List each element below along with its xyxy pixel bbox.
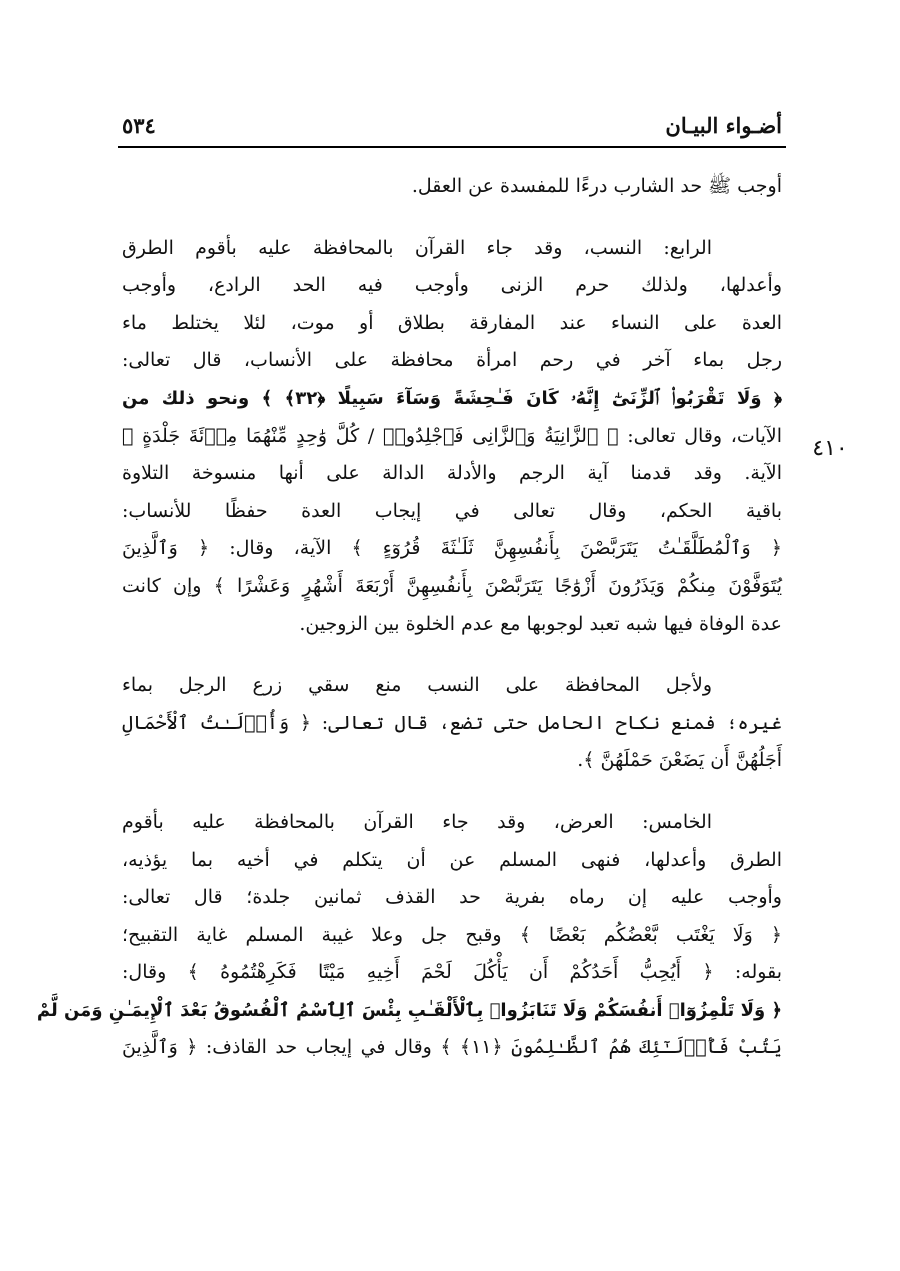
text-line: يُتَوَفَّوْنَ مِنكُمْ وَيَذَرُونَ أَزْوَٰجًا يَتَرَبَّصْنَ بِأَنفُسِهِنَّ أَرْبَعَةَ أَشْهُرٍ وَعَشْرًا ﴾ وإن كانت [122,574,782,597]
text-line: ولأجل المحافظة على النسب منع سقي زرع الرجل بماء [122,674,712,697]
text-line: أوجب ﷺ حد الشارب درءًا للمفسدة عن العقل. [411,175,782,197]
text-line: بقوله: ﴿ أَيُحِبُّ أَحَدُكُمْ أَن يَأْكُلَ لَحْمَ أَخِيهِ مَيْتًا فَكَرِهْتُمُوهُ ﴾ وقال: [122,961,782,984]
text-line: غيره؛ فمنع نكاح الحامل حتى تضع، قال تعالى: ﴿ وَأُو۟لَـٰتُ ٱلْأَحْمَالِ [122,711,782,734]
text-line: الخامس: العرض، وقد جاء القرآن بالمحافظة عليه بأقوم [122,810,712,833]
text-line: الطرق وأعدلها، فنهى المسلم عن أن يتكلم في أخيه بما يؤذيه، [122,848,782,871]
paragraph-gap [122,206,782,230]
page-header [122,104,782,146]
text-line: ﴿ وَلَا يَغْتَب بَّعْضُكُم بَعْضًا ﴾ وقبح جل وعلا غيبة المسلم غاية التقبيح؛ [122,923,782,946]
text-line: وأعدلها، ولذلك حرم الزنى وأوجب فيه الحد الرادع، وأوجب [122,274,782,297]
text-line: العدة على النساء عند المفارقة بطلاق أو موت، لئلا يختلط ماء [122,311,782,334]
text-line: ﴿ وَلَا تَقْرَبُوا۟ ٱلزِّنَىٰٓ إِنَّهُۥ كَانَ فَـٰحِشَةً وَسَآءَ سَبِيلًا ﴿٣٢﴾ ﴾ ونحو ذلك من [122,387,782,409]
text-line: عدة الوفاة فيها شبه تعبد لوجوبها مع عدم الخلوة بين الزوجين. [299,612,782,635]
text-line: الرابع: النسب، وقد جاء القرآن بالمحافظة عليه بأقوم الطرق [122,236,712,259]
text-line: أَجَلُهُنَّ أَن يَضَعْنَ حَمْلَهُنَّ ﴾. [577,749,782,772]
running-title: أضـواء البيـان [665,112,782,138]
paragraph-gap [122,643,782,667]
text-line: يَتُبْ فَأُو۟لَـٰٓئِكَ هُمُ ٱلظَّـٰلِمُونَ ﴿١١﴾ ﴾ وقال في إيجاب حد القاذف: ﴿ وَٱلَّذِينَ [122,1036,782,1059]
text-line: وأوجب عليه إن رماه بفرية حد القذف ثمانين جلدة؛ قال تعالى: [122,886,782,909]
text-line: رجل بماء آخر في رحم امرأة محافظة على الأنساب، قال تعالى: [122,349,782,372]
text-line: ﴿ وَلَا تَلْمِزُوٓا۟ أَنفُسَكُمْ وَلَا تَنَابَزُوا۟ بِٱلْأَلْقَـٰبِ بِئْسَ ٱلِٱسْمُ ٱلْفُسُوقُ بَعْدَ ٱلْإِيمَـٰنِ وَمَن لَّمْ [36,999,782,1021]
page-number: ٥٣٤ [122,112,156,138]
body-text [36,168,782,1067]
margin-page-reference: ٤١٠ [812,436,848,461]
text-line: ﴿ وَٱلْمُطَلَّقَـٰتُ يَتَرَبَّصْنَ بِأَنفُسِهِنَّ ثَلَـٰثَةَ قُرُوٓءٍ ﴾ الآية، وقال: ﴿ وَٱلَّذِينَ [122,537,782,560]
text-line: الآيات، وقال تعالى: ﴿ ٱلزَّانِيَةُ وَٱلزَّانِى فَٱجْلِدُوا۟ / كُلَّ وَٰحِدٍ مِّنْهُمَا مِا۟ئَةَ جَلْدَةٍ ﴾ [122,424,782,447]
text-line: الآية. وقد قدمنا آية الرجم والأدلة الدالة على أنها منسوخة التلاوة [122,462,782,485]
text-line: باقية الحكم، وقال تعالى في إيجاب العدة حفظًا للأنساب: [122,499,782,522]
header-rule [118,146,786,148]
paragraph-gap [122,780,782,804]
